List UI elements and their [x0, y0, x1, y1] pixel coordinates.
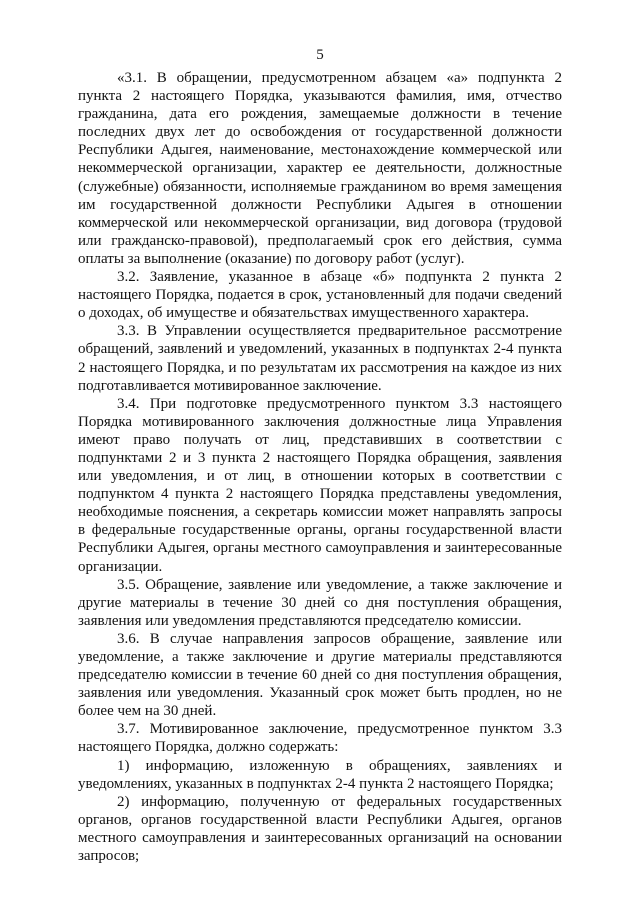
list-item-2: 2) информацию, полученную от федеральных государственных органов, органов государственной власти Республики Адыгея, органов местного самоуправления и заинтересованных организаций на основании запросов;: [78, 793, 562, 865]
paragraph-3-3: 3.3. В Управлении осуществляется предварительное рассмотрение обращений, заявлений и уведомлений, указанных в подпунктах 2-4 пункта 2 настоящего Порядка, и по результатам их рассмотрения на каждое из них подготавливается мотивированное заключение.: [78, 323, 562, 394]
paragraph-3-1: «3.1. В обращении, предусмотренном абзацем «а» подпункта 2 пункта 2 настоящего Порядка, указываются фамилия, имя, отчество гражданина, дата его рождения, замещаемые должности в течение последних двух лет до освобождения от государственной должности Республики Адыгея, наименование, местонахождение коммерческой или некоммерческой организации, характер ее деятельности, должностные (служебные) обязанности, исполняемые гражданином во время замещения им государственной должности Республики Адыгея в отношении коммерческой или некоммерческой организации, вид договора (трудовой или гражданско-правовой), предполагаемый срок его действия, сумма оплаты за выполнение (оказание) по договору работ (услуг).: [78, 70, 562, 267]
page-number: 5: [316, 47, 324, 63]
document-body: [78, 69, 562, 865]
paragraph-3-5: 3.5. Обращение, заявление или уведомление, а также заключение и другие материалы в течение 30 дней со дня поступления обращения, заявления или уведомления представляются председателю комиссии.: [78, 576, 562, 629]
paragraph-3-2: 3.2. Заявление, указанное в абзаце «б» подпункта 2 пункта 2 настоящего Порядка, подается в срок, установленный для подачи сведений о доходах, об имуществе и обязательствах имущественного характера.: [78, 269, 562, 322]
paragraph-3-6: 3.6. В случае направления запросов обращение, заявление или уведомление, а также заключение и другие материалы представляются председателю комиссии в течение 60 дней со дня поступления обращения, заявления или уведомления. Указанный срок может быть продлен, но не более чем на 30 дней.: [78, 630, 562, 720]
paragraph-3-4: 3.4. При подготовке предусмотренного пунктом 3.3 настоящего Порядка мотивированного заключения должностные лица Управления имеют право получать от лиц, представивших в соответствии с подпунктами 2 и 3 пункта 2 настоящего Порядка обращения, заявления или уведомления, и от лиц, в отношении которых в соответствии с подпунктом 4 пункта 2 настоящего Порядка представлены уведомления, необходимые пояснения, а секретарь комиссии может направлять запросы в федеральные государственные органы, органы государственной власти Республики Адыгея, органы местного самоуправления и заинтересованные организации.: [78, 395, 562, 575]
list-item-1: 1) информацию, изложенную в обращениях, заявлениях и уведомлениях, указанных в подпунктах 2-4 пункта 2 настоящего Порядка;: [78, 757, 562, 792]
paragraph-3-7: 3.7. Мотивированное заключение, предусмотренное пунктом 3.3 настоящего Порядка, должно содержать:: [78, 721, 562, 756]
